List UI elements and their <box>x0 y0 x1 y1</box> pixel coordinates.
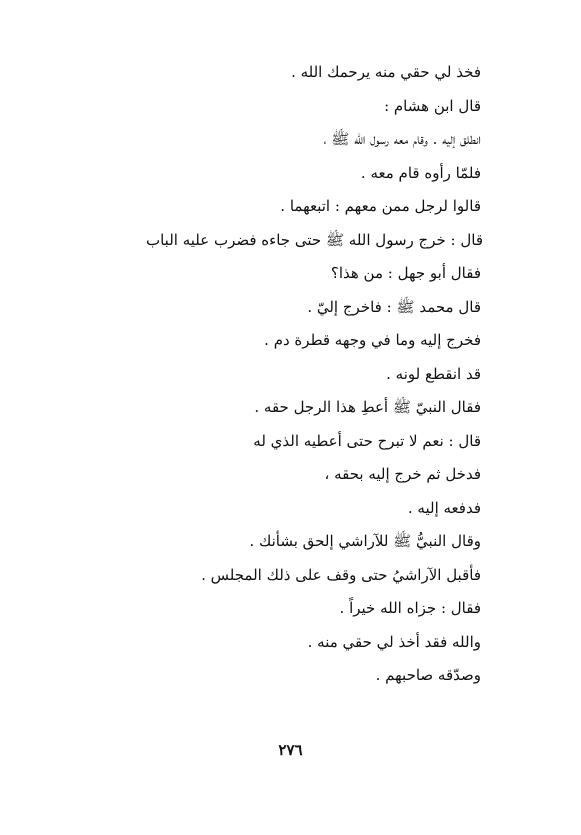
text-line: فدفعه إليه . <box>407 498 481 517</box>
text-line: قال ابن هشام : <box>384 96 481 115</box>
text-line: فقال النبيّ ﷺ أعطِ هذا الرجل حقه . <box>254 398 481 416</box>
text-line: فأقبل الآراشيُ حتى وقف على ذلك المجلس . <box>201 565 481 584</box>
text-line: وصدّقه صاحبهم . <box>375 666 481 684</box>
text-line: قد انقطع لونه . <box>386 364 481 383</box>
text-line: والله فقد أخذ لي حقي منه . <box>307 632 481 651</box>
text-line: وقال النبيُّ ﷺ للآراشي إلحق بشأنك . <box>249 532 481 550</box>
arabic-text-block <box>81 56 481 693</box>
text-line: فقال أبو جهل : من هذا؟ <box>330 264 481 282</box>
text-line: فخذ لي حقي منه يرحمك الله . <box>291 63 481 81</box>
text-line: قال محمد ﷺ : فاخرج إليّ . <box>307 297 481 316</box>
text-line: قالوا لرجل ممن معهم : اتبعهما . <box>280 197 481 215</box>
text-line: قال : خرج رسول الله ﷺ حتى جاءه فضرب عليه الباب <box>145 230 483 249</box>
text-line: فخرج إليه وما في وجهه قطرة دم . <box>264 331 481 349</box>
text-line: فقال : جزاه الله خيراً . <box>339 599 481 617</box>
text-line: فلمّا رأوه قام معه . <box>360 163 481 182</box>
text-line: انطلق إليه . وقام معه رسول الله ﷺ ، <box>323 130 481 148</box>
text-line: قال : نعم لا تبرح حتى أعطيه الذي له <box>253 431 481 450</box>
page-number: ٢٧٦ <box>278 741 303 759</box>
text-line: فدخل ثم خرج إليه بحقه ، <box>324 465 481 483</box>
